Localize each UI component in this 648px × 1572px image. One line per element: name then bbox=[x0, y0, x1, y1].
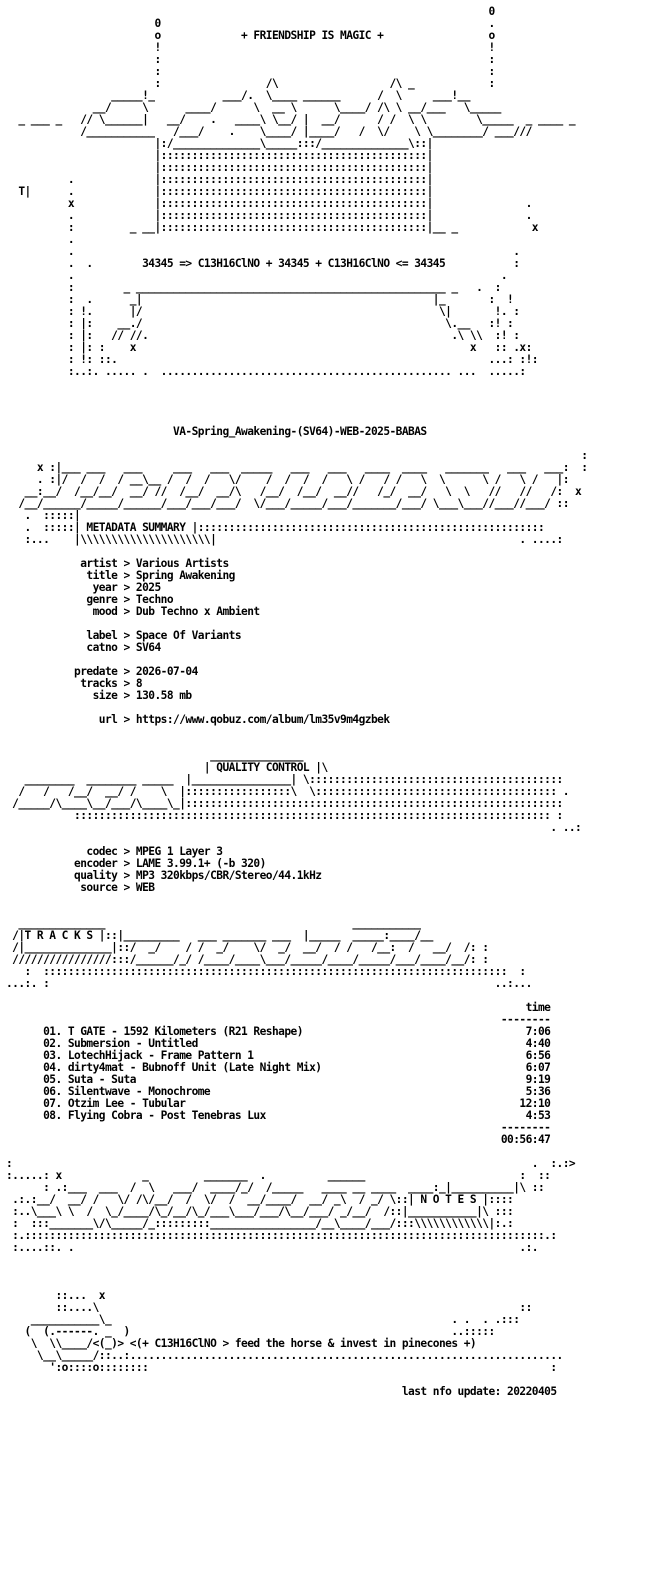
nfo-line: ( (.------. _ ) ..::::: bbox=[6, 1325, 495, 1338]
nfo-line bbox=[6, 402, 587, 414]
quality-source: source > WEB bbox=[6, 881, 155, 894]
tracks-total: 00:56:47 bbox=[6, 1133, 551, 1146]
art-line: : . _| |_ : ! bbox=[6, 293, 514, 306]
art-line: . bbox=[6, 233, 75, 246]
art-line: : : bbox=[6, 53, 495, 66]
art-line: _ ___ _ // \______| __/ . ____\ \__/ | __/ / / \ \ \_____ _ ____ _ bbox=[6, 113, 576, 126]
art-line: x |:::::::::::::::::::::::::::::::::::::::::::| . bbox=[6, 197, 532, 210]
last-update: last nfo update: 20220405 bbox=[6, 1385, 557, 1398]
track-row: 08. Flying Cobra - Post Tenebras Lux 4:53 bbox=[6, 1109, 551, 1122]
track-row: 05. Suta - Suta 9:19 bbox=[6, 1073, 551, 1086]
nfo-line: : . :.:> bbox=[6, 1157, 576, 1170]
metadata-mood: mood > Dub Techno x Ambient bbox=[6, 605, 260, 618]
nfo-line: . :|/ / / / __\__ / / / \/ / / / / \ / / / \ \ \ / \ / |: bbox=[6, 473, 576, 486]
art-line: . . 34345 => C13H16ClNO + 34345 + C13H16ClNO <= 34345 : bbox=[6, 257, 520, 270]
track-row: 03. LotechHijack - Frame Pattern 1 6:56 bbox=[6, 1049, 551, 1062]
nfo-line: ___________\_ . . . .::: bbox=[6, 1313, 520, 1326]
art-line: . |:::::::::::::::::::::::::::::::::::::::::::| . bbox=[6, 209, 532, 222]
nfo-line: __:__/ /__/__/ __/ // /__/ __/\ /__/ /__/ __// /_/ __/ \ \ // // /: x bbox=[6, 485, 582, 498]
metadata-header: . :::::| METADATA SUMMARY |:::::::::::::::::::::::::::::::::::::::::::::::::::::::: bbox=[6, 521, 545, 534]
nfo-line bbox=[6, 1254, 587, 1266]
track-row: 04. dirty4mat - Bubnoff Unit (Late Night Mix) 6:07 bbox=[6, 1061, 551, 1074]
nfo-line: : bbox=[6, 449, 588, 462]
art-line: . . bbox=[6, 245, 520, 258]
art-line: : : bbox=[6, 65, 495, 78]
nfo-line: /__/______/_____/______/___/___/___/ \/___/_____/___/_______/___/ \___\___//___//___/ :: bbox=[6, 497, 569, 510]
nfo-line: :... |\\\\\\\\\\\\\\\\\\\\\| . ....: bbox=[6, 533, 563, 546]
nfo-line: ...:. : ..:... bbox=[6, 977, 532, 990]
nfo-line: : ::::::::::::::::::::::::::::::::::::::::::::::::::::::::::::::::::::::::::: : bbox=[6, 965, 526, 978]
track-row: 01. T GATE - 1592 Kilometers (R21 Reshape) 7:06 bbox=[6, 1025, 551, 1038]
nfo-line: :....::. . .:. bbox=[6, 1241, 538, 1254]
nfo-line: ________ ________ _____ |________________| \::::::::::::::::::::::::::::::::::::::::: bbox=[6, 773, 563, 786]
art-line: : _ __________________________________________________ _ . : bbox=[6, 281, 501, 294]
art-line: : !. |/ \| !. : bbox=[6, 305, 520, 318]
art-line: . :::::| bbox=[6, 509, 81, 522]
nfo-line: ::... x bbox=[6, 1289, 105, 1302]
nfo-line: : :::_______\/\_____/_:::::::::_________________/__\____/___/:::\\\\\\\\\\\\|:.: bbox=[6, 1217, 514, 1230]
nfo-line: ////////////////:::/______/_/ /____/____\___/_____/____/_____/___/____/__/: : bbox=[6, 953, 489, 966]
art-line: _____!_ ___/. \____ ______ / \ ___!__ bbox=[6, 89, 470, 102]
nfo-line: ______________ ___________ bbox=[6, 917, 421, 930]
nfo-line: _______________ bbox=[6, 749, 303, 762]
art-line: : |: __./ \.__ :! : bbox=[6, 317, 514, 330]
track-row: 02. Submersion - Untitled 4:40 bbox=[6, 1037, 551, 1050]
nfo-line bbox=[6, 1266, 587, 1278]
nfo-line: x :|___ ___ ___ ___ ___ _____ ___ ___ ____ ____ _______ ___ ___: : bbox=[6, 461, 588, 474]
tracks-header: /|T R A C K S |::|_________ ___ _______ ___ |_____ _____:____/__ bbox=[6, 929, 433, 942]
nfo-line: -------- bbox=[6, 1121, 551, 1134]
metadata-catno: catno > SV64 bbox=[6, 641, 161, 654]
nfo-line: ::....\ :: bbox=[6, 1301, 532, 1314]
art-line: |:::::::::::::::::::::::::::::::::::::::::::| bbox=[6, 161, 433, 174]
quality-header: | QUALITY CONTROL |\ bbox=[6, 761, 328, 774]
art-line: . . bbox=[6, 269, 508, 282]
nfo-line: / / /__/ __/ / \ |:::::::::::::::::\ \::::::::::::::::::::::::::::::::::::::: . bbox=[6, 785, 569, 798]
release-name: VA-Spring_Awakening-(SV64)-WEB-2025-BABAS bbox=[6, 425, 427, 438]
tagline: \ \\____/<(_)> <(+ C13H16ClNO > feed the horse & invest in pinecones +) bbox=[6, 1337, 477, 1350]
art-line: . |:::::::::::::::::::::::::::::::::::::::::::| bbox=[6, 173, 433, 186]
nfo-line: /|______________|::/ _/ / / _/ \/ _/ __/ / / /__: / __/ /: : bbox=[6, 941, 489, 954]
quality-quality: quality > MP3 320kbps/CBR/Stereo/44.1kHz bbox=[6, 869, 322, 882]
art-line: : |: // //. .\ \\ :! : bbox=[6, 329, 520, 342]
art-line: T| . |:::::::::::::::::::::::::::::::::::::::::::| bbox=[6, 185, 433, 198]
metadata-size: size > 130.58 mb bbox=[6, 689, 192, 702]
nfo-line: . ..: bbox=[6, 821, 582, 834]
metadata-title: title > Spring Awakening bbox=[6, 569, 235, 582]
notes-header: .:.:__/ __/ / \/ /\/__/ / \/ / __/____/ __/ _\ / _/ \::| N O T E S |:::: bbox=[6, 1193, 514, 1206]
nfo-text bbox=[6, 6, 587, 1398]
metadata-url: url > https://www.qobuz.com/album/lm35v9m4gzbek bbox=[6, 713, 390, 726]
art-line: o + FRIENDSHIP IS MAGIC + o bbox=[6, 29, 495, 42]
metadata-predate: predate > 2026-07-04 bbox=[6, 665, 198, 678]
art-line: : _ __|:::::::::::::::::::::::::::::::::::::::::::|__ _ x bbox=[6, 221, 538, 234]
metadata-tracks: tracks > 8 bbox=[6, 677, 143, 690]
art-line: : !: ::. ...: :!: bbox=[6, 353, 538, 366]
art-line: 0 . bbox=[6, 17, 495, 30]
nfo-line bbox=[6, 390, 587, 402]
art-line: :..:. ..... . ............................................... ... .....: bbox=[6, 365, 526, 378]
nfo-line: -------- bbox=[6, 1013, 551, 1026]
nfo-line: :.....: x _ _______ . ______ : :: bbox=[6, 1169, 551, 1182]
track-row: 06. Silentwave - Monochrome 5:36 bbox=[6, 1085, 551, 1098]
art-line: /___________ /___/ . \____/ |____/ / \/ \ \________/ ___/// bbox=[6, 125, 532, 138]
nfo-line bbox=[6, 378, 587, 390]
time-header: time bbox=[6, 1001, 551, 1014]
track-row: 07. Otzim Lee - Tubular 12:10 bbox=[6, 1097, 551, 1110]
nfo-line: : .:___ ___ / \ ___/ ____/_/ /_____ ____ __ ____ ____:_|__________|\ :: bbox=[6, 1181, 545, 1194]
metadata-artist: artist > Various Artists bbox=[6, 557, 229, 570]
nfo-line: :.::::::::::::::::::::::::::::::::::::::::::::::::::::::::::::::::::::::::::::::::::::.: bbox=[6, 1229, 557, 1242]
art-line: __/ \ ____/ \ __ \ \____/ /\ \ __/___ \_____ bbox=[6, 101, 501, 114]
metadata-genre: genre > Techno bbox=[6, 593, 174, 606]
nfo-line: \__\_____/::..:...................................................................... bbox=[6, 1349, 563, 1362]
nfo-line: /_____/\____\__/___/\____\_|::::::::::::::::::::::::::::::::::::::::::::::::::::::::::::: bbox=[6, 797, 563, 810]
nfo-line: ':o::::o:::::::: : bbox=[6, 1361, 557, 1374]
nfo-line bbox=[6, 726, 587, 738]
art-line: : /\ /\ _ : bbox=[6, 77, 495, 90]
nfo-line bbox=[6, 894, 587, 906]
metadata-year: year > 2025 bbox=[6, 581, 161, 594]
metadata-label: label > Space Of Variants bbox=[6, 629, 242, 642]
art-line: |:::::::::::::::::::::::::::::::::::::::::::| bbox=[6, 149, 433, 162]
quality-codec: codec > MPEG 1 Layer 3 bbox=[6, 845, 223, 858]
art-line: |:/______________\_____:::/______________\::| bbox=[6, 137, 433, 150]
art-line: 0 bbox=[6, 5, 495, 18]
art-line: : |: : x x :: .x: bbox=[6, 341, 532, 354]
quality-encoder: encoder > LAME 3.99.1+ (-b 320) bbox=[6, 857, 266, 870]
nfo-line: ::::::::::::::::::::::::::::::::::::::::::::::::::::::::::::::::::::::::::::: : bbox=[6, 809, 563, 822]
nfo-line: :..\___\ \ / \_/____/\_/__/\_/___\___/___/\__/___/ _/__/ /::|___________|\ ::: bbox=[6, 1205, 514, 1218]
art-line: ! ! bbox=[6, 41, 495, 54]
